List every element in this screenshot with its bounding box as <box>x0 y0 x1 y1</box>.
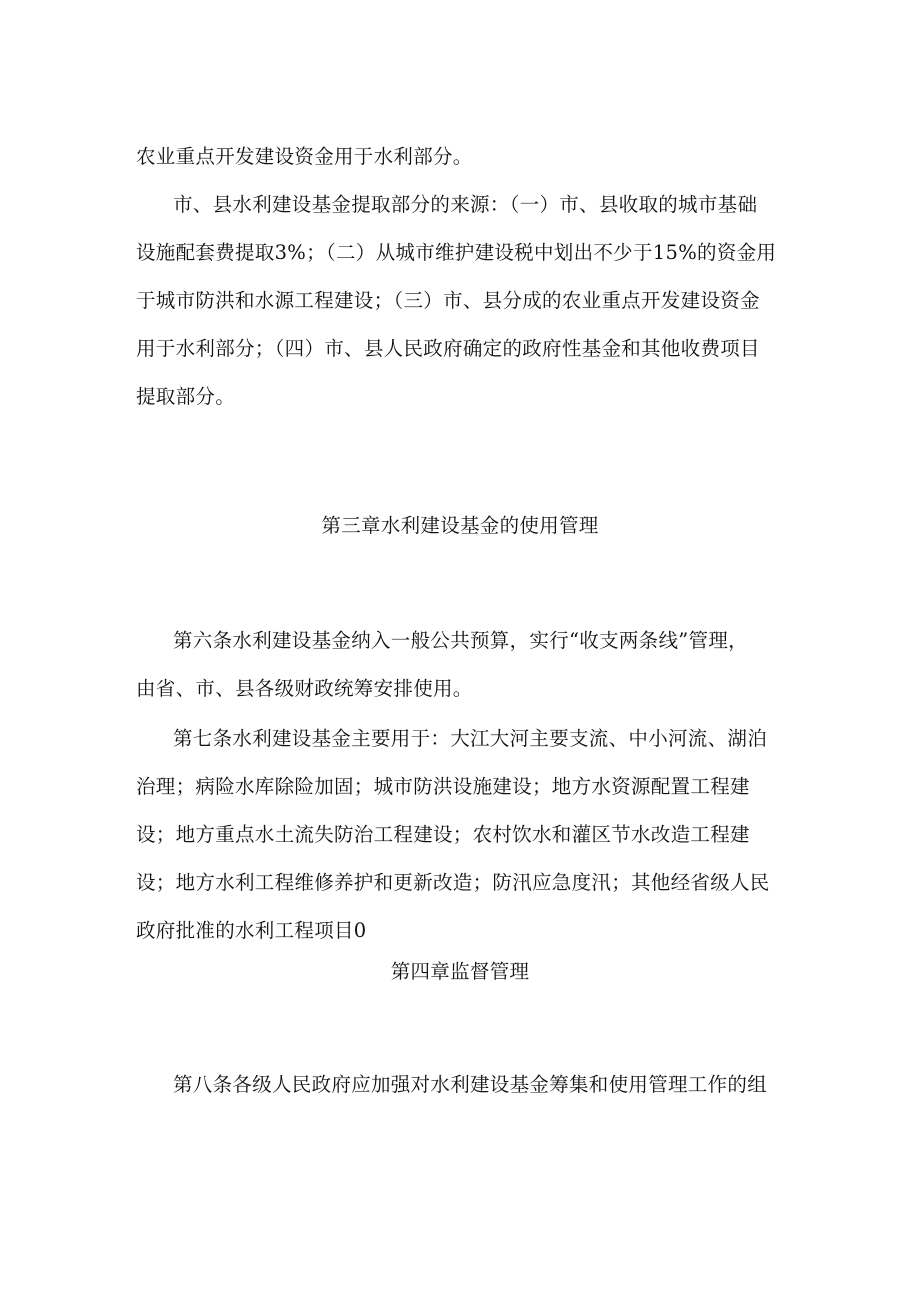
paragraph-line: 设；地方水利工程维修养护和更新改造；防汛应急度汛；其他经省级人民 <box>136 871 770 894</box>
paragraph-line: 第八条各级人民政府应加强对水利建设基金筹集和使用管理工作的组 <box>173 1073 768 1096</box>
paragraph-line: 提取部分。 <box>136 385 236 408</box>
chapter-heading: 第三章水利建设基金的使用管理 <box>321 514 599 537</box>
chapter-heading: 第四章监督管理 <box>390 960 530 983</box>
paragraph-line: 于城市防洪和水源工程建设；（三）市、县分成的农业重点开发建设资金 <box>136 289 760 312</box>
paragraph-line: 政府批准的水利工程项目0 <box>136 919 367 942</box>
paragraph-line: 农业重点开发建设资金用于水利部分。 <box>136 145 473 168</box>
paragraph-line: 由省、市、县各级财政统筹安排使用。 <box>136 677 473 700</box>
paragraph-line: 设；地方重点水土流失防治工程建设；农村饮水和灌区节水改造工程建 <box>136 823 750 846</box>
paragraph-line: 用于水利部分；（四）市、县人民政府确定的政府性基金和其他收费项目 <box>136 337 760 360</box>
paragraph-line: 第七条水利建设基金主要用于：大江大河主要支流、中小河流、湖泊 <box>173 727 768 750</box>
paragraph-line: 市、县水利建设基金提取部分的来源：（一）市、县收取的城市基础 <box>173 193 758 216</box>
paragraph-line: 治理；病险水库除险加固；城市防洪设施建设；地方水资源配置工程建 <box>136 775 750 798</box>
paragraph-line: 设施配套费提取3%；（二）从城市维护建设税中划出不少于15%的资金用 <box>136 241 777 264</box>
paragraph-line: 第六条水利建设基金纳入一般公共预算，实行“收支两条线”管理， <box>173 629 748 652</box>
